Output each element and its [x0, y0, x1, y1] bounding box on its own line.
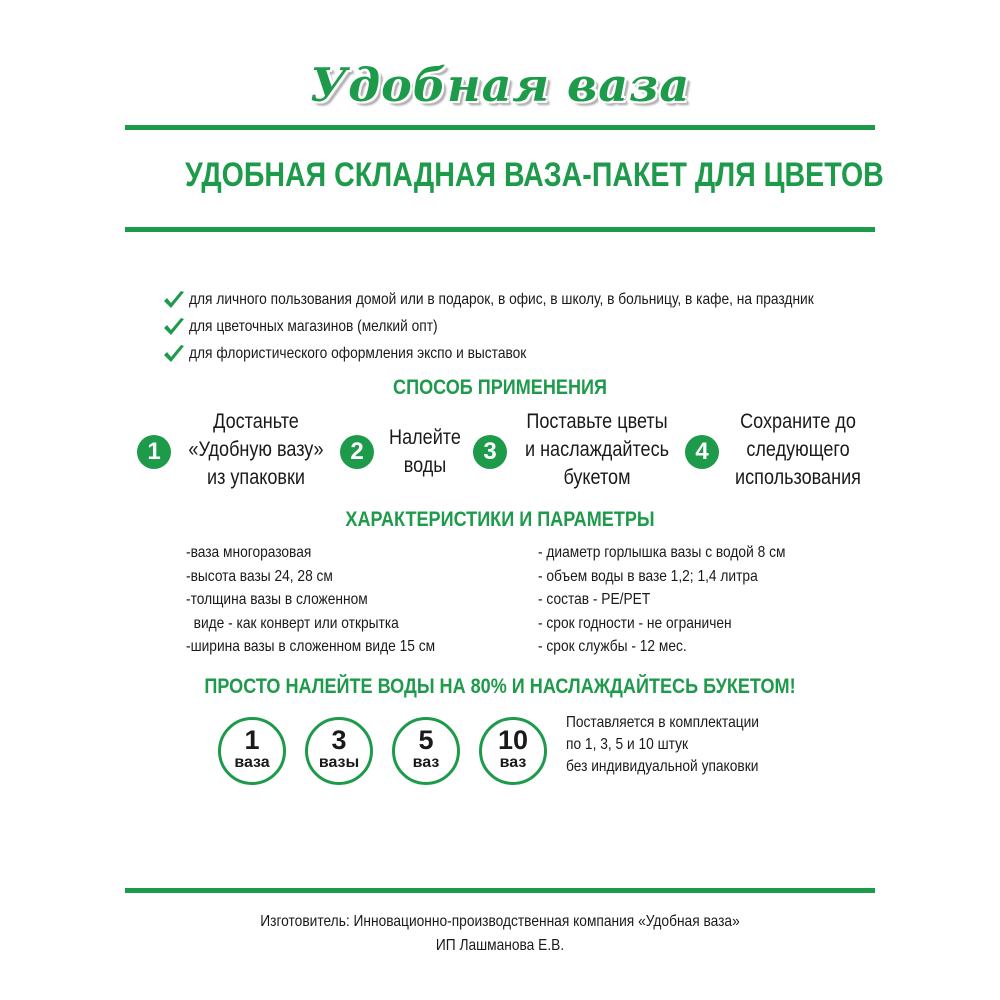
step-text: Поставьте цветы и наслаждайтесь букетом — [524, 410, 670, 489]
spec-item: -ширина вазы в сложенном виде 15 см — [186, 638, 436, 655]
usage-title: СПОСОБ ПРИМЕНЕНИЯ — [393, 376, 607, 399]
spec-item: - срок службы - 12 мес. — [538, 638, 687, 655]
brand-logo: Удобная ваза — [309, 58, 691, 112]
use-item-text: для флористического оформления экспо и выставок — [189, 344, 527, 362]
use-item — [163, 286, 863, 313]
checkmark-icon — [163, 290, 185, 310]
spec-item: - состав - PE/PET — [538, 591, 651, 608]
step-text: Сохраните до следующего использования — [735, 410, 861, 489]
use-list — [163, 286, 863, 367]
pack-badge: 5 ваз — [392, 717, 460, 785]
top-divider — [125, 125, 875, 130]
slogan: ПРОСТО НАЛЕЙТЕ ВОДЫ НА 80% И НАСЛАЖДАЙТЕСЬ БУКЕТОМ! — [204, 675, 796, 698]
spec-item: -ваза многоразовая — [186, 544, 312, 561]
checkmark-icon — [163, 344, 185, 364]
step-number: 3 — [473, 435, 507, 469]
pack-badge: 10 ваз — [479, 717, 547, 785]
spec-item: -высота вазы 24, 28 см — [186, 567, 333, 585]
pack-note: Поставляется в комплектации по 1, 3, 5 и 10 штук без индивидуальной упаковки — [566, 714, 759, 775]
spec-item: виде - как конверт или открытка — [186, 614, 399, 632]
pack-badge: 1 ваза — [218, 717, 286, 785]
spec-item: - объем воды в вазе 1,2; 1,4 литра — [538, 567, 758, 585]
manufacturer-info: Изготовитель: Инновационно-производственная компания «Удобная ваза» ИП Лашманова Е.В. — [260, 913, 740, 954]
spec-item: - диаметр горлышка вазы с водой 8 см — [538, 544, 786, 561]
specs-right — [538, 541, 826, 659]
spec-item: - срок годности - не ограничен — [538, 614, 732, 632]
use-item-text: для цветочных магазинов (мелкий опт) — [189, 317, 438, 335]
specs-title: ХАРАКТЕРИСТИКИ И ПАРАМЕТРЫ — [345, 508, 655, 531]
step-text: Достаньте «Удобную вазу» из упаковки — [188, 410, 324, 489]
step-text: Налейте воды — [389, 426, 461, 477]
footer-divider — [125, 888, 875, 893]
spec-item: -толщина вазы в сложенном — [186, 591, 368, 608]
title-divider — [125, 227, 875, 232]
specs-left — [186, 541, 476, 659]
step-number: 2 — [340, 435, 374, 469]
checkmark-icon — [163, 317, 185, 337]
page-title: УДОБНАЯ СКЛАДНАЯ ВАЗА-ПАКЕТ ДЛЯ ЦВЕТОВ — [185, 156, 884, 194]
use-item-text: для личного пользования домой или в подарок, в офис, в школу, в больницу, в кафе, на праздник — [189, 290, 814, 308]
pack-badge: 3 вазы — [305, 717, 373, 785]
use-item — [163, 340, 863, 367]
product-sheet — [125, 0, 884, 1000]
step-number: 1 — [137, 435, 171, 469]
use-item — [163, 313, 863, 340]
step-number: 4 — [685, 435, 719, 469]
